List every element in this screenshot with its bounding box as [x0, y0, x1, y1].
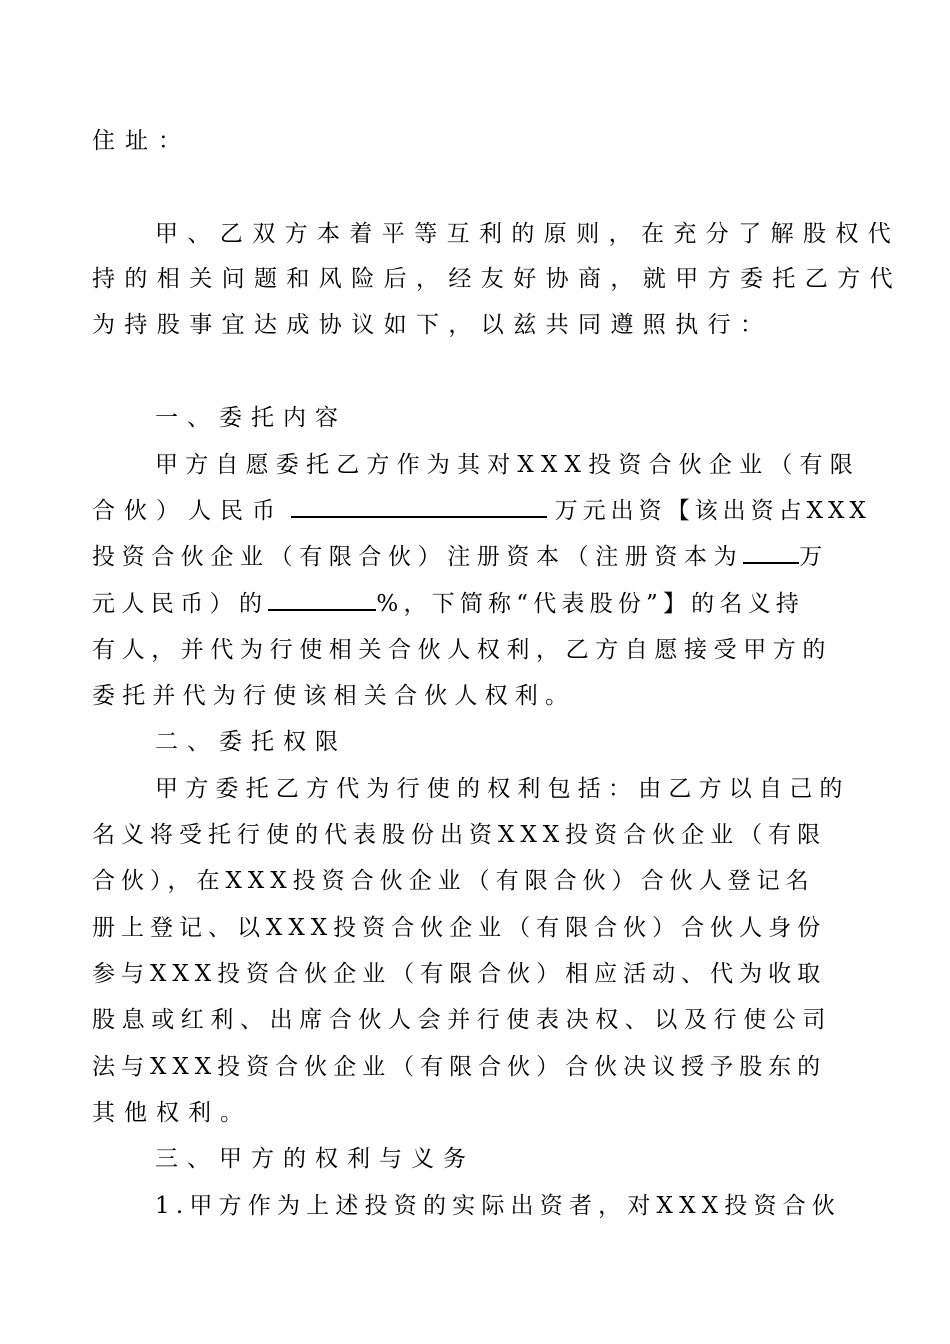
section2-line-8	[92, 1096, 854, 1130]
preamble-line-2-text: 持的相关问题和风险后，经友好协商，就甲方委托乙方代	[92, 266, 902, 292]
section2-line-6-text: 股息或红利、出席合伙人会并行使表决权、以及行使公司	[92, 1007, 832, 1033]
preamble-line-3-text: 为持股事宜达成协议如下，以兹共同遵照执行：	[92, 312, 773, 338]
section2-line-1-text: 甲方委托乙方代为行使的权利包括：由乙方以自己的	[155, 776, 850, 802]
preamble-line-3	[92, 308, 854, 342]
section1-line-1	[155, 448, 860, 482]
section3-heading	[155, 1142, 854, 1176]
section1-line-5-text: 有人，并代为行使相关合伙人权利，乙方自愿接受甲方的	[92, 637, 832, 663]
section2-line-1	[155, 772, 854, 806]
section2-line-6	[92, 1003, 854, 1037]
section3-item1-line-1-text: 1.甲方作为上述投资的实际出资者，对XXX投资合伙	[155, 1193, 842, 1219]
address-label: 住址：	[92, 128, 191, 154]
section2-line-2-text: 名义将受托行使的代表股份出资XXX投资合伙企业（有限	[92, 822, 827, 848]
section2-line-4-text: 册上登记、以XXX投资合伙企业（有限合伙）合伙人身份	[92, 915, 827, 941]
section1-line-2	[92, 494, 871, 528]
section1-line-3-b: 万	[799, 544, 823, 570]
section1-heading	[155, 401, 854, 435]
section2-line-7-text: 法与XXX投资合伙企业（有限合伙）合伙决议授予股东的	[92, 1054, 827, 1080]
section2-heading-text: 二、委托权限	[155, 729, 347, 755]
section1-line-1-text: 甲方自愿委托乙方作为其对XXX投资合伙企业（有限	[155, 452, 860, 478]
section2-line-4	[92, 911, 854, 945]
section1-line-4-b: %，下简称“代表股份”】的名义持	[376, 591, 804, 617]
preamble-line-1	[155, 217, 901, 251]
section1-line-3	[92, 540, 854, 574]
section1-line-6-text: 委托并代为行使该相关合伙人权利。	[92, 683, 576, 709]
section2-heading	[155, 725, 854, 759]
section3-heading-text: 三、甲方的权利与义务	[155, 1146, 475, 1172]
section2-line-5	[92, 957, 854, 991]
section2-line-5-text: 参与XXX投资合伙企业（有限合伙）相应活动、代为收取	[92, 961, 827, 987]
preamble-line-1-text: 甲、乙双方本着平等互利的原则，在充分了解股权代	[155, 221, 901, 247]
amount-blank[interactable]	[291, 494, 547, 518]
section1-line-5	[92, 633, 854, 667]
section2-line-7	[92, 1050, 854, 1084]
section1-heading-text: 一、委托内容	[155, 405, 347, 431]
section3-item1-line-1	[155, 1189, 854, 1223]
section1-line-3-a: 投资合伙企业（有限合伙）注册资本（注册资本为	[92, 544, 744, 570]
section1-line-6	[92, 679, 854, 713]
section2-line-3	[92, 864, 854, 898]
section2-line-8-text: 其他权利。	[92, 1100, 252, 1126]
registered-capital-blank[interactable]	[743, 540, 799, 564]
section1-line-4-a: 元人民币）的	[92, 591, 269, 617]
section1-line-4	[92, 587, 854, 621]
section2-line-2	[92, 818, 854, 852]
percentage-blank[interactable]	[268, 587, 376, 611]
preamble-line-2	[92, 262, 902, 296]
section1-line-2-a: 合伙）人民币	[92, 498, 284, 524]
section1-line-2-b: 万元出资【该出资占XXX	[554, 498, 871, 524]
section2-line-3-text: 合伙），在XXX投资合伙企业（有限合伙）合伙人登记名	[92, 868, 815, 894]
